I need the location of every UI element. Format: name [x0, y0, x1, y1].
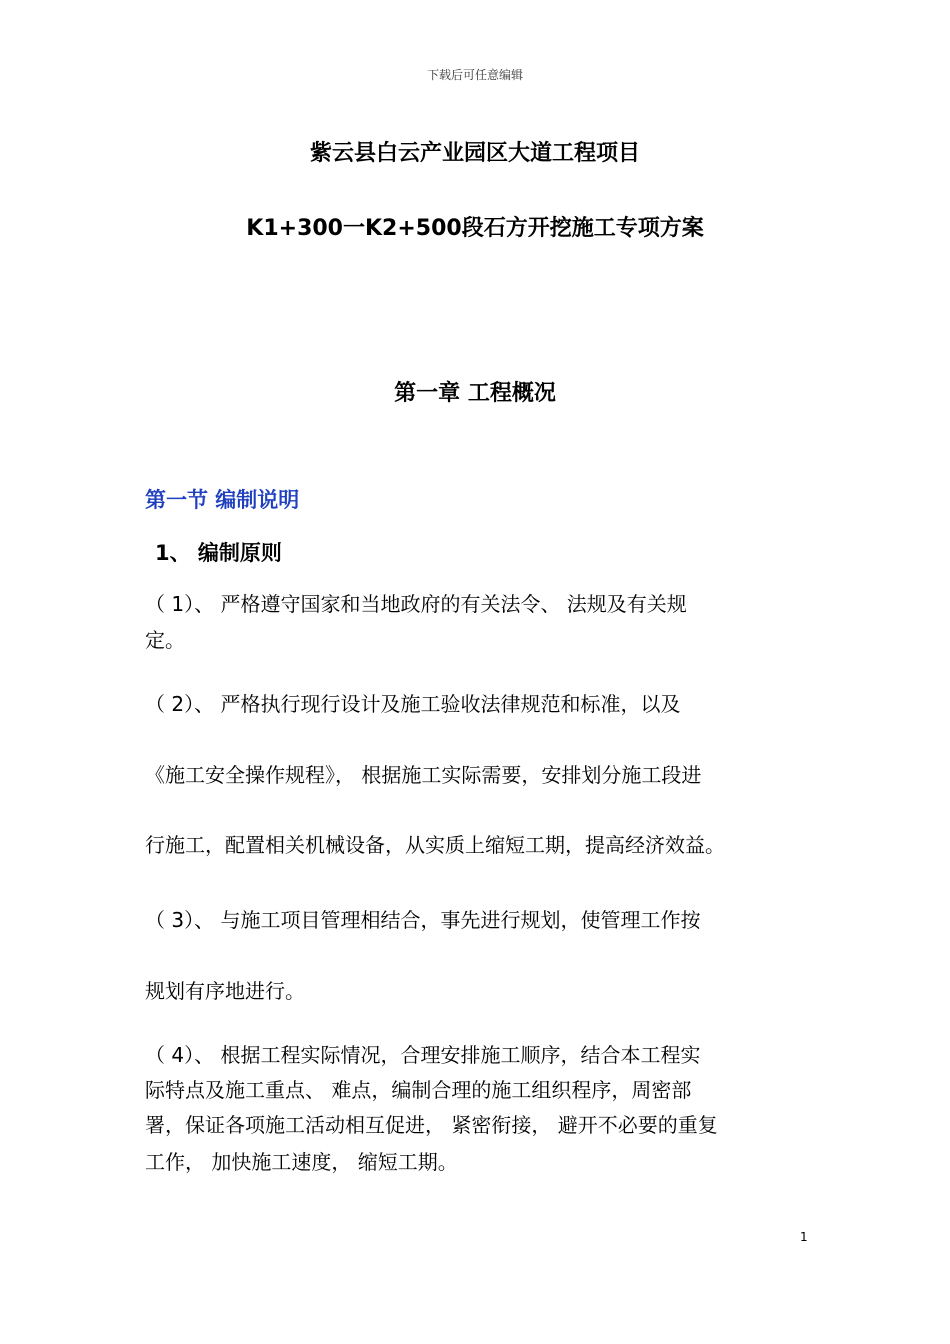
body-line: 工作， 加快施工速度， 缩短工期。: [145, 1150, 458, 1174]
body-line: （ 1）、 严格遵守国家和当地政府的有关法令、 法规及有关规: [145, 592, 687, 616]
body-line: （ 4）、 根据工程实际情况，合理安排施工顺序，结合本工程实: [145, 1043, 701, 1067]
page-number: 1: [800, 1230, 808, 1244]
body-line: （ 2）、 严格执行现行设计及施工验收法律规范和标准，以及: [145, 692, 681, 716]
document-subtitle: K1+300一K2+500段石方开挖施工专项方案: [246, 216, 704, 241]
body-line: （ 3）、 与施工项目管理相结合，事先进行规划，使管理工作按: [145, 908, 701, 932]
subsection-heading: 1、 编制原则: [155, 541, 282, 565]
section-heading: 第一节 编制说明: [145, 488, 300, 512]
body-line: 规划有序地进行。: [145, 979, 305, 1003]
body-line: 署，保证各项施工活动相互促进， 紧密衔接， 避开不必要的重复: [145, 1113, 718, 1137]
page-header-note: 下载后可任意编辑: [426, 68, 523, 82]
body-line: 行施工，配置相关机械设备，从实质上缩短工期，提高经济效益。: [145, 833, 725, 857]
body-line: 定。: [145, 628, 185, 652]
body-line: 《施工安全操作规程》， 根据施工实际需要，安排划分施工段进: [145, 763, 702, 787]
document-title: 紫云县白云产业园区大道工程项目: [309, 141, 640, 166]
chapter-heading: 第一章 工程概况: [394, 381, 556, 406]
body-line: 际特点及施工重点、 难点，编制合理的施工组织程序，周密部: [145, 1078, 692, 1102]
